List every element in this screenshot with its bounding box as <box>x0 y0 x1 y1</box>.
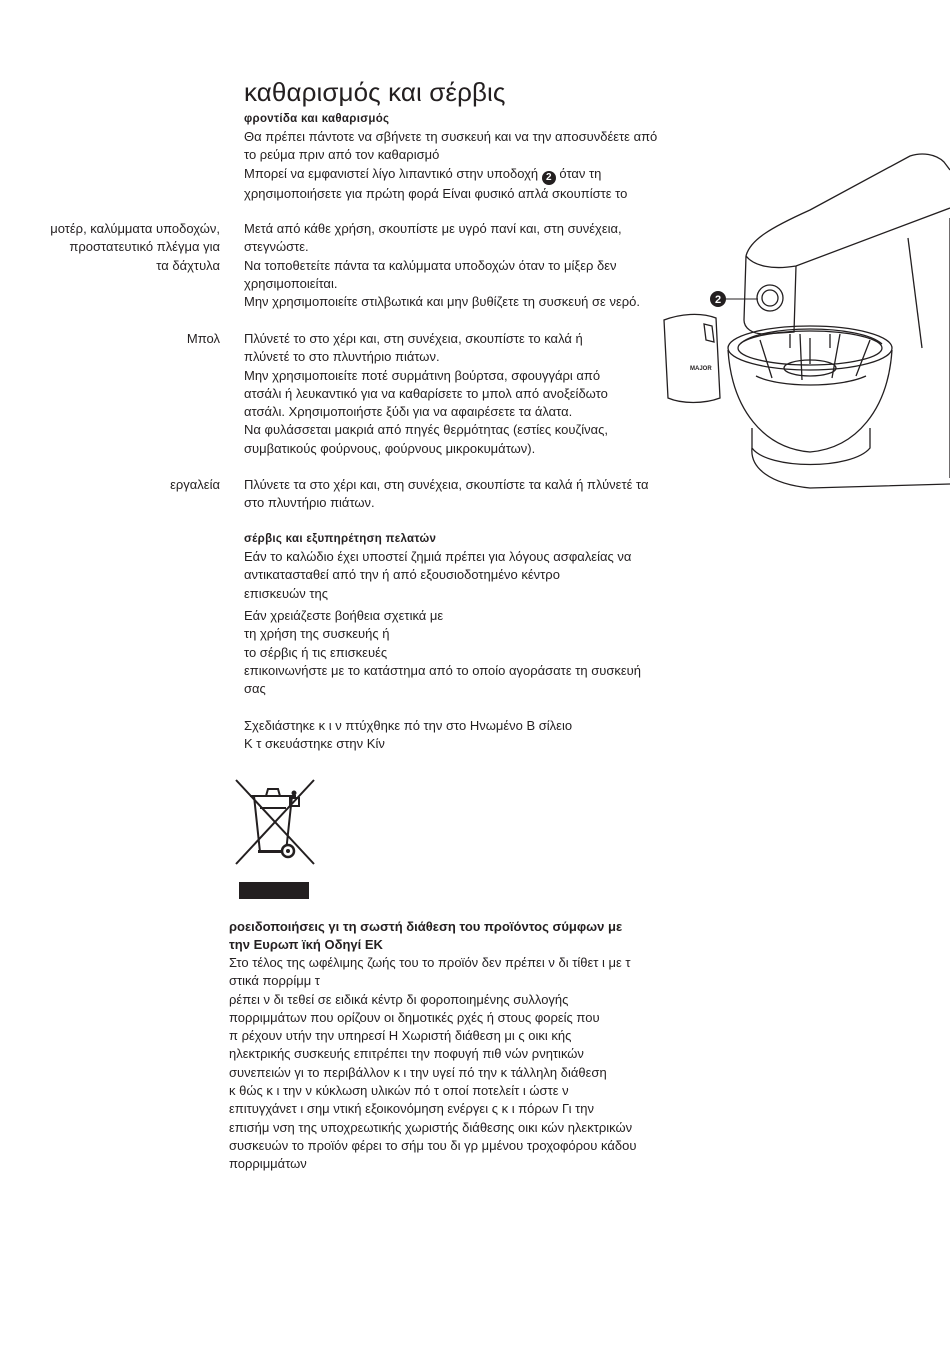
bowl-text: Πλύνετέ το στο χέρι και, στη συνέχεια, σκουπίστε το καλά ή πλύνετέ το στο πλυντήριο πιάτων. Μην χρησιμοποιείτε ποτέ συρμάτινη βούρτσα, σφουγγάρι από ατσάλι ή λευκαντικό για να καθαρίσετε το μπολ από ανοξείδωτο ατσάλι. Χρησιμοποιήστε ξύδι για να αφαιρέσετε τα άλατα. Να φυλάσσεται μακριά από πηγές θερμότητας (εστίες κουζίνας, συμβατικούς φούρνους, φούρνους μικροκυμάτων). <box>244 331 608 456</box>
weee-bar <box>239 882 309 899</box>
tools-text: Πλύνετε τα στο χέρι και, στη συνέχεια, σκουπίστε τα καλά ή πλύνετέ τα στο πλυντήριο πιάτων. <box>244 477 649 511</box>
callout-2-label: 2 <box>714 294 722 306</box>
motor-text: Μετά από κάθε χρήση, σκουπίστε με υγρό πανί και, στη συνέχεια, στεγνώστε. Να τοποθετείτε πάντα τα καλύμματα υποδοχών όταν το μίξερ δεν χρησιμοποιείται. Μην χρησιμοποιείτε στιλβωτικά και μην βυθίζετε τη συσκευή σε νερό. <box>244 221 640 310</box>
care-text <box>244 128 699 203</box>
page-title: καθαρισμός και σέρβις <box>244 77 506 108</box>
callout-badge: 2 <box>542 171 556 185</box>
service-heading: σέρβις και εξυπηρέτηση πελατών <box>244 533 437 545</box>
weee-text: Στο τέλος της ωφέλιμης ζωής του το προϊόν δεν πρέπει ν δι τίθετ ι με τ στικά πορρίμμ τ ρέπει ν δι τεθεί σε ειδικά κέντρ δι φοροποιημένης συλλογής πορριμμάτων που ορίζουν οι δημοτικές ρχές ή στους φορείς που π ρέχουν υτήν την υπηρεσί Η Χωριστή διάθεση μι ς οικι κής ηλεκτρικής συσκευής επιτρέπει την ποφυγή πιθ νών ρνητικών συνεπειών γι το περιβάλλον κ ι την υγεί πό την κ τάλληλη διάθεση κ θώς κ ι την ν κύκλωση υλικών πό τ οποί ποτελείτ ι ώστε ν επιτυγχάνετ ι σημ ντική εξοικονόμηση ενέργει ς κ ι πόρων Γι την επισήμ νση της υποχρεωτικής χωριστής διάθεσης οικι κών ηλεκτρικών συσκευών το προϊόν φέρει το σήμ του δι γρ μμένου τροχοφόρου κάδου πορριμμάτων <box>229 955 637 1172</box>
bowl-label: Μπολ <box>186 331 220 346</box>
service-text-3: Σχεδιάστηκε κ ι ν πτύχθηκε πό την στο Ηνωμένο Β σίλειο Κ τ σκευάστηκε στην Κίν <box>244 718 573 752</box>
service-text-1: Εάν το καλώδιο έχει υποστεί ζημιά πρέπει για λόγους ασφαλείας να αντικατασταθεί από την ή από εξουσιοδοτημένο κέντρο επισκευών της <box>244 549 632 601</box>
service-text-2: Εάν χρειάζεστε βοήθεια σχετικά με τη χρήση της συσκευής ή το σέρβις ή τις επισκευές επικοινωνήστε με το κατάστημα από το οποίο αγοράσατε τη συσκευή σας <box>244 608 641 697</box>
care-line: Θα πρέπει πάντοτε να σβήνετε τη συσκευή και να την αποσυνδέετε από <box>244 129 658 144</box>
stand-mixer-illustration <box>660 148 950 498</box>
tools-label: εργαλεία <box>170 477 220 492</box>
care-line-lubricant: Μπορεί να εμφανιστεί λίγο λιπαντικό στην υποδοχή 2 όταν τη <box>244 165 602 183</box>
motor-label: μοτέρ, καλύμματα υποδοχών, προστατευτικό πλέγμα για τα δάχτυλα <box>50 221 220 273</box>
weee-heading: ροειδοποιήσεις γι τη σωστή διάθεση του προϊόντος σύμφων με την Ευρωπ ϊκή Οδηγί ΕΚ <box>229 919 623 953</box>
care-line: χρησιμοποιήσετε για πρώτη φορά Είναι φυσικό απλά σκουπίστε το <box>244 185 628 201</box>
care-line: το ρεύμα πριν από τον καθαρισμό <box>244 147 440 163</box>
care-heading: φροντίδα και καθαρισμός <box>244 113 390 125</box>
crossed-bin-icon <box>230 774 320 869</box>
mixer-brand-label: MAJOR <box>690 366 712 372</box>
